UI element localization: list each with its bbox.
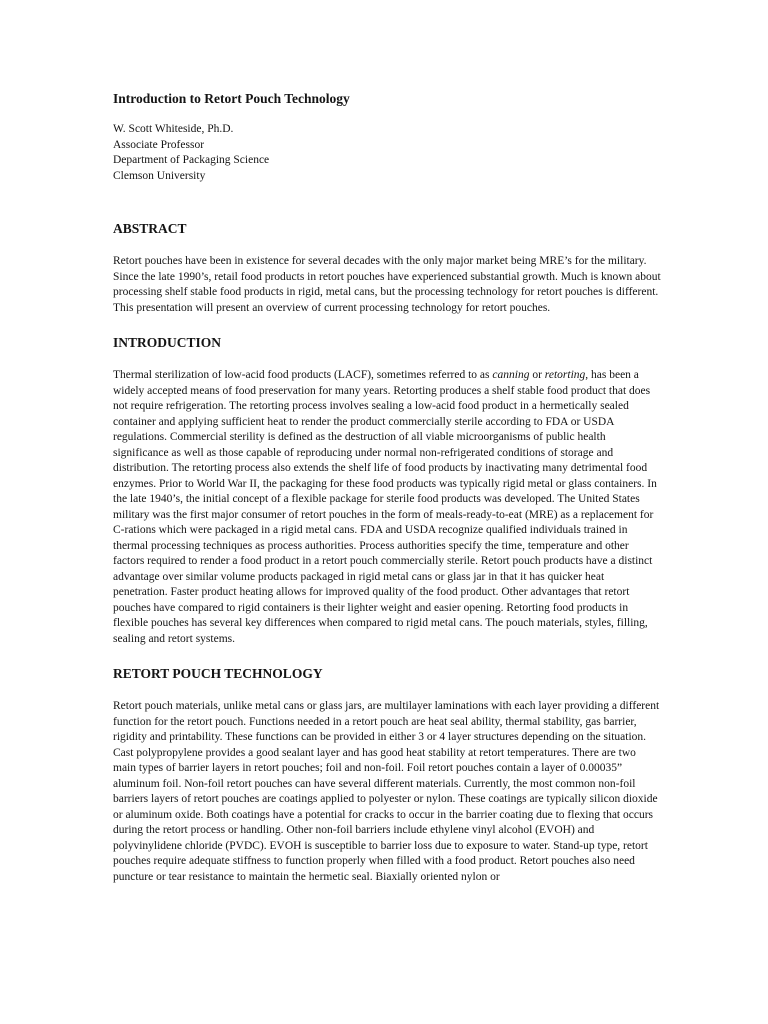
author-institution: Clemson University bbox=[113, 169, 206, 182]
author-block bbox=[113, 122, 661, 184]
author-name: W. Scott Whiteside, Ph.D. bbox=[113, 123, 234, 135]
author-department: Department of Packaging Science bbox=[113, 154, 270, 166]
retort-pouch-technology-heading: RETORT POUCH TECHNOLOGY bbox=[113, 666, 323, 681]
retort-pouch-technology-paragraph: Retort pouch materials, unlike metal cans or glass jars, are multilayer laminations with each layer providing a different function for the retort pouch. Functions needed in a retort pouch are heat seal ability, thermal stability, gas barrier, rigidity and printability. These functions can be provided in either 3 or 4 layer structures depending on the situation. Cast polypropylene provides a good sealant layer and has good heat stability at retort temperatures. There are two main types of barrier layers in retort pouches; foil and non-foil. Foil retort pouches contain a layer of 0.00035” aluminum foil. Non-foil retort pouches can have several different materials. Currently, the most common non-foil barriers layers of retort pouches are coatings applied to polyester or nylon. These coatings are typically silicon dioxide or aluminum oxide. Both coatings have a potential for cracks to occur in the barrier coating due to flexing that occurs during the retort process or handling. Other non-foil barriers include ethylene vinyl alcohol (EVOH) and polyvinylidene chloride (PVDC). EVOH is susceptible to barrier loss due to exposure to water. Stand-up type, retort pouches require adequate stiffness to function properly when filled with a food product. Retort pouches also need puncture or tear resistance to maintain the hermetic seal. Biaxially oriented nylon or bbox=[113, 700, 660, 883]
document-page bbox=[113, 90, 661, 903]
introduction-text-or: or bbox=[529, 369, 545, 381]
introduction-text-part1: Thermal sterilization of low-acid food products (LACF), sometimes referred to as bbox=[113, 369, 493, 381]
introduction-italic-retorting: retorting bbox=[544, 369, 586, 381]
introduction-text-part2: , has been a widely accepted means of food preservation for many years. Retorting produces a shelf stable food product that does not require refrigeration. The retorting process involves sealing a low-acid food product in a hermetically sealed container and applying sufficient heat to render the product commercially sterile according to FDA or USDA regulations. Commercial sterility is defined as the destruction of all viable microorganisms of public health significance as well as those capable of reproducing under normal non-refrigerated conditions of storage and distribution. The retorting process also extends the shelf life of food products by inactivating many detrimental food enzymes. Prior to World War II, the packaging for these food products was typically rigid metal or glass containers. In the late 1940’s, the initial concept of a flexible package for sterile food products was developed. The United States military was the first major consumer of retort pouches in the form of meals-ready-to-eat (MRE) as a replacement for C-rations which were packaged in a rigid metal cans. FDA and USDA recognize qualified individuals trained in thermal processing techniques as process authorities. Process authorities specify the time, temperature and other factors required to render a food product in a retort pouch commercially sterile. Retort pouch products have a distinct advantage over similar volume products packaged in rigid metal cans or glass jar in that it has quicker heat penetration. Faster product heating allows for improved quality of the food product. Other advantages that retort pouches have compared to rigid containers is their lighter weight and easier opening. Retorting food products in flexible pouches has several key differences when compared to rigid metal cans. The pouch materials, styles, filling, sealing and retort systems. bbox=[113, 369, 657, 645]
document-title: Introduction to Retort Pouch Technology bbox=[113, 91, 350, 106]
abstract-paragraph: Retort pouches have been in existence for several decades with the only major market being MRE’s for the military. Since the late 1990’s, retail food products in retort pouches have experienced substantial growth. Much is known about processing shelf stable food products in rigid, metal cans, but the processing technology for retort pouches is different. This presentation will present an overview of current processing technology for retort pouches. bbox=[113, 255, 661, 314]
introduction-heading: INTRODUCTION bbox=[113, 335, 222, 350]
author-position: Associate Professor bbox=[113, 138, 205, 151]
introduction-paragraph bbox=[113, 368, 661, 647]
introduction-italic-canning: canning bbox=[492, 369, 530, 381]
abstract-heading: ABSTRACT bbox=[113, 221, 187, 236]
